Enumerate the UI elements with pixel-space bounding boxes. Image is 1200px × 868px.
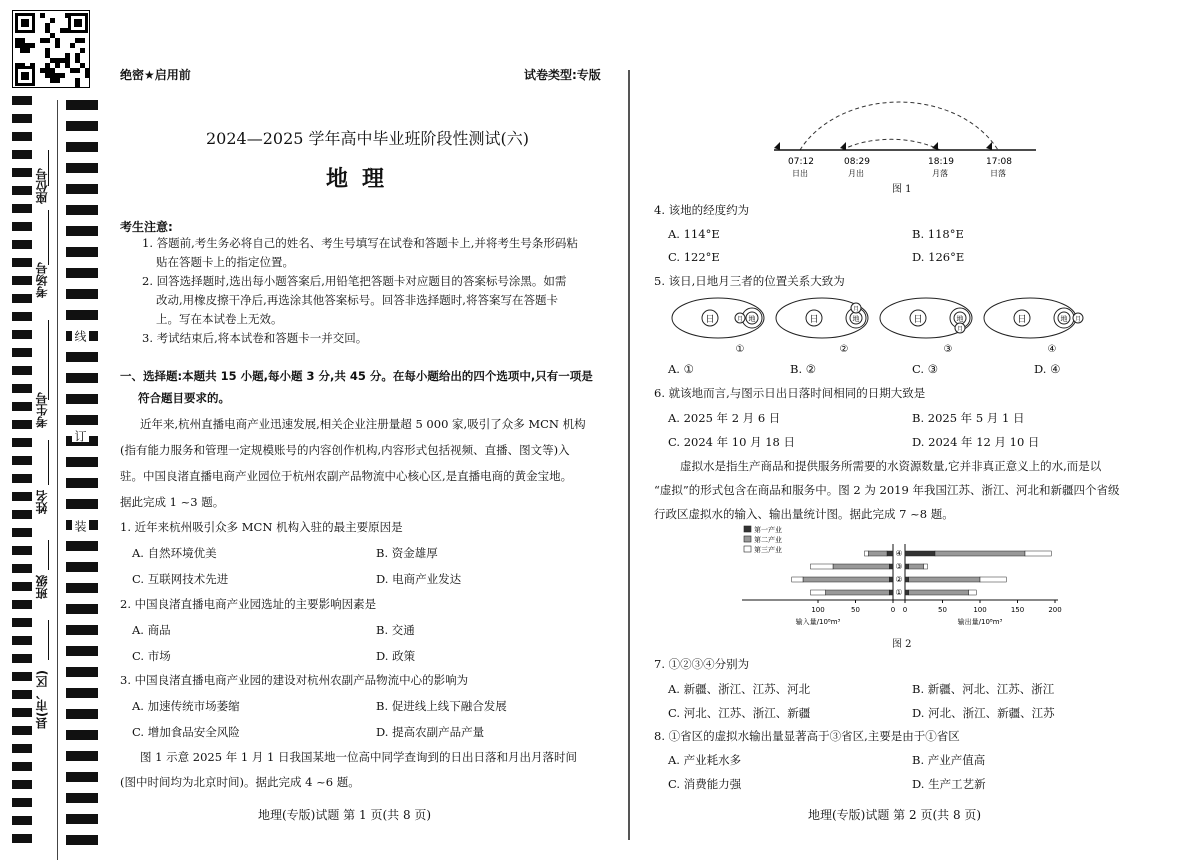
q8-option-a[interactable]: A. 产业耗水多 bbox=[668, 753, 742, 767]
qr-module bbox=[40, 13, 45, 18]
barcode-stripe bbox=[66, 835, 98, 845]
passage1-line3: 驻。中国良渚直播电商产业园位于杭州农副产品物流中心核心区,是直播电商的黄金宝地。 bbox=[120, 469, 573, 483]
paper-type-label: 试卷类型:专版 bbox=[524, 68, 601, 82]
qr-module bbox=[30, 63, 35, 68]
barcode-stripe bbox=[12, 402, 32, 411]
qr-module bbox=[85, 73, 90, 78]
barcode-stripe bbox=[66, 688, 98, 698]
output-tick-label: 50 bbox=[938, 606, 947, 614]
q3-option-d[interactable]: D. 提高农副产品产量 bbox=[376, 725, 485, 739]
q3-option-b[interactable]: B. 促进线上线下融合发展 bbox=[376, 699, 507, 713]
diagram-number: ② bbox=[839, 344, 849, 355]
q8-option-d[interactable]: D. 生产工艺新 bbox=[912, 777, 986, 791]
passage3-line2: “虚拟”的形式包含在商品和服务中。图 2 为 2019 年我国江苏、浙江、河北和新疆四个省级 bbox=[654, 483, 1120, 497]
passage1-line2: (指有能力服务和管理一定规模账号的内容创作机构,内容形式包括视频、直播、图文等)入 bbox=[120, 443, 570, 457]
barcode-stripe bbox=[66, 394, 98, 404]
barcode-stripe bbox=[12, 240, 32, 249]
barcode-stripe bbox=[66, 289, 98, 299]
barcode-stripe bbox=[66, 814, 98, 824]
input-bar bbox=[803, 577, 889, 582]
page-divider bbox=[628, 70, 630, 840]
q7-stem: 7. ①②③④分别为 bbox=[654, 657, 750, 671]
q1-option-c[interactable]: C. 互联网技术先进 bbox=[132, 572, 229, 586]
output-bar bbox=[905, 551, 935, 556]
moonrise-marker-icon bbox=[840, 142, 846, 150]
barcode-stripe bbox=[12, 816, 32, 825]
moonset-time: 18:19 bbox=[928, 157, 954, 167]
input-axis-label: 输入量/10⁸m³ bbox=[795, 618, 841, 626]
q1-option-b[interactable]: B. 资金雄厚 bbox=[376, 546, 438, 560]
barcode-stripe bbox=[12, 312, 32, 321]
barcode-stripe bbox=[66, 793, 98, 803]
passage2-line1: 图 1 示意 2025 年 1 月 1 日我国某地一位高中同学查询到的日出日落和月出月落时间 bbox=[140, 750, 577, 764]
q7-option-a[interactable]: A. 新疆、浙江、江苏、河北 bbox=[668, 682, 811, 696]
barcode-stripe bbox=[66, 478, 98, 488]
moon-label: 月 bbox=[736, 316, 744, 323]
q5-option-d[interactable]: D. ④ bbox=[1034, 362, 1061, 376]
barcode-stripe bbox=[66, 121, 98, 131]
earth-label: 地 bbox=[748, 315, 756, 323]
barcode-stripe bbox=[66, 226, 98, 236]
output-bar bbox=[969, 590, 977, 595]
q1-option-d[interactable]: D. 电商产业发达 bbox=[376, 572, 462, 586]
q8-option-b[interactable]: B. 产业产值高 bbox=[912, 753, 986, 767]
qr-module bbox=[70, 43, 75, 48]
input-bar bbox=[887, 551, 893, 556]
earth-label: 地 bbox=[1060, 315, 1068, 323]
barcode-stripe bbox=[12, 366, 32, 375]
qr-module bbox=[21, 19, 29, 27]
diagram-number: ① bbox=[735, 344, 745, 355]
figure1-caption: 图 1 bbox=[892, 184, 912, 195]
barcode-stripe bbox=[12, 186, 32, 195]
notice-2c: 上。写在本试卷上无效。 bbox=[156, 312, 283, 326]
barcode-stripes-left bbox=[12, 96, 32, 858]
legend-swatch bbox=[744, 526, 751, 532]
earth-label: 地 bbox=[852, 315, 860, 323]
sun-label: 日 bbox=[705, 315, 715, 325]
barcode-stripe bbox=[12, 762, 32, 771]
q4-option-a[interactable]: A. 114°E bbox=[668, 227, 720, 241]
notice-1b: 贴在答题卡上的指定位置。 bbox=[156, 255, 294, 269]
field-line bbox=[48, 540, 49, 570]
q6-stem: 6. 就该地而言,与图示日出日落时间相同的日期大致是 bbox=[654, 386, 926, 400]
section1-heading-cont: 符合题目要求的。 bbox=[138, 391, 230, 405]
class-label: 班级 bbox=[35, 575, 49, 599]
legend-swatch bbox=[744, 546, 751, 552]
input-tick-label: 100 bbox=[811, 606, 825, 614]
barcode-stripe bbox=[12, 510, 32, 519]
output-tick-label: 150 bbox=[1010, 606, 1025, 614]
q4-stem: 4. 该地的经度约为 bbox=[654, 203, 750, 217]
output-bar bbox=[924, 564, 928, 569]
category-label: ③ bbox=[895, 562, 903, 571]
qr-module bbox=[20, 63, 25, 68]
q4-option-d[interactable]: D. 126°E bbox=[912, 250, 965, 264]
q5-orbit-diagrams bbox=[668, 294, 1128, 356]
barcode-stripe bbox=[12, 420, 32, 429]
q3-option-a[interactable]: A. 加速传统市场萎缩 bbox=[132, 699, 240, 713]
qr-module bbox=[75, 83, 80, 88]
cut-mark-bind: 装 bbox=[73, 520, 87, 532]
barcode-stripe bbox=[12, 456, 32, 465]
category-label: ④ bbox=[895, 549, 903, 558]
barcode-stripe bbox=[12, 600, 32, 609]
page2-footer: 地理(专版)试题 第 2 页(共 8 页) bbox=[808, 808, 982, 822]
output-tick-label: 100 bbox=[973, 606, 987, 614]
barcode-stripe bbox=[12, 636, 32, 645]
legend-label: 第一产业 bbox=[754, 526, 782, 534]
barcode-stripe bbox=[12, 546, 32, 555]
qr-module bbox=[50, 18, 55, 23]
barcode-stripe bbox=[12, 474, 32, 483]
barcode-stripe bbox=[12, 708, 32, 717]
barcode-stripe bbox=[66, 247, 98, 257]
barcode-stripe bbox=[12, 690, 32, 699]
passage3-line1: 虚拟水是指生产商品和提供服务所需要的水资源数量,它并非真正意义上的水,而是以 bbox=[680, 459, 1102, 473]
barcode-stripe bbox=[12, 438, 32, 447]
legend-swatch bbox=[744, 536, 751, 542]
qr-code-icon bbox=[12, 10, 90, 88]
diagram-number: ④ bbox=[1047, 344, 1057, 355]
barcode-stripe bbox=[66, 709, 98, 719]
qr-module bbox=[74, 19, 82, 27]
barcode-stripe bbox=[12, 276, 32, 285]
sunrise-label: 日出 bbox=[792, 169, 808, 178]
input-bar bbox=[889, 577, 893, 582]
field-line bbox=[48, 620, 49, 660]
secret-label: 绝密★启用前 bbox=[120, 68, 191, 82]
q6-option-a[interactable]: A. 2025 年 2 月 6 日 bbox=[668, 411, 781, 425]
category-label: ① bbox=[895, 588, 903, 597]
qr-module bbox=[55, 78, 60, 83]
input-bar bbox=[811, 564, 834, 569]
barcode-stripe bbox=[12, 798, 32, 807]
barcode-stripe bbox=[12, 150, 32, 159]
sunset-time: 17:08 bbox=[986, 157, 1012, 167]
barcode-stripe bbox=[66, 751, 98, 761]
sunrise-marker-icon bbox=[774, 142, 780, 150]
barcode-stripe bbox=[66, 772, 98, 782]
qr-module bbox=[65, 13, 70, 18]
figure2-caption: 图 2 bbox=[892, 639, 912, 650]
input-bar bbox=[865, 551, 869, 556]
county-label: 县(市、区) bbox=[35, 670, 49, 729]
legend-label: 第三产业 bbox=[754, 546, 782, 554]
barcode-stripe bbox=[66, 352, 98, 362]
barcode-stripe bbox=[12, 258, 32, 267]
category-label: ② bbox=[895, 575, 903, 584]
sun-label: 日 bbox=[913, 315, 923, 325]
qr-module bbox=[80, 48, 85, 53]
barcode-stripe bbox=[12, 96, 32, 105]
output-bar bbox=[905, 590, 909, 595]
q2-stem: 2. 中国良渚直播电商产业园选址的主要影响因素是 bbox=[120, 597, 377, 611]
diagram-number: ③ bbox=[943, 344, 953, 355]
barcode-stripe bbox=[66, 730, 98, 740]
page1-footer: 地理(专版)试题 第 1 页(共 8 页) bbox=[258, 808, 432, 822]
notice-1a: 1. 答题前,考生务必将自己的姓名、考生号填写在试卷和答题卡上,并将考生号条形码粘 bbox=[142, 236, 578, 250]
barcode-stripe bbox=[66, 562, 98, 572]
q2-option-a[interactable]: A. 商品 bbox=[132, 623, 171, 637]
barcode-stripe bbox=[12, 672, 32, 681]
barcode-stripe bbox=[66, 205, 98, 215]
barcode-stripe bbox=[66, 100, 98, 110]
notice-2b: 改动,用橡皮擦干净后,再选涂其他答案标号。回答非选择题时,将答案写在答题卡 bbox=[156, 293, 558, 307]
qr-module bbox=[75, 68, 80, 73]
output-bar bbox=[980, 577, 1006, 582]
output-tick-label: 200 bbox=[1048, 606, 1062, 614]
barcode-stripe bbox=[12, 744, 32, 753]
barcode-stripe bbox=[66, 310, 98, 320]
sunset-marker-icon bbox=[986, 142, 992, 150]
barcode-stripe bbox=[66, 142, 98, 152]
q5-option-c[interactable]: C. ③ bbox=[912, 362, 939, 376]
input-tick-label: 0 bbox=[890, 606, 896, 614]
q6-option-c[interactable]: C. 2024 年 10 月 18 日 bbox=[668, 435, 796, 449]
qr-module bbox=[60, 73, 65, 78]
barcode-stripe bbox=[12, 330, 32, 339]
passage2-line2: (图中时间均为北京时间)。据此完成 4 ~6 题。 bbox=[120, 775, 360, 789]
barcode-stripe bbox=[12, 492, 32, 501]
barcode-stripe bbox=[12, 654, 32, 663]
sun-label: 日 bbox=[1017, 315, 1027, 325]
barcode-stripe bbox=[12, 294, 32, 303]
q5-option-a[interactable]: A. ① bbox=[668, 362, 694, 376]
barcode-stripe bbox=[66, 457, 98, 467]
cut-mark-staple: 订 bbox=[73, 430, 87, 442]
output-bar bbox=[909, 577, 980, 582]
barcode-stripe bbox=[66, 415, 98, 425]
notice-title: 考生注意: bbox=[120, 220, 173, 234]
barcode-stripe bbox=[66, 163, 98, 173]
moon-label: 月 bbox=[852, 306, 860, 313]
input-bar bbox=[792, 577, 803, 582]
sunset-label: 日落 bbox=[990, 169, 1006, 178]
barcode-stripe bbox=[66, 583, 98, 593]
barcode-stripe bbox=[66, 646, 98, 656]
input-tick-label: 50 bbox=[851, 606, 860, 614]
input-bar bbox=[833, 564, 889, 569]
passage1-line4: 据此完成 1 ~3 题。 bbox=[120, 495, 225, 509]
barcode-stripe bbox=[12, 348, 32, 357]
input-bar bbox=[868, 551, 887, 556]
qr-module bbox=[21, 72, 29, 80]
barcode-stripe bbox=[12, 618, 32, 627]
binding-line bbox=[57, 100, 58, 860]
barcode-stripe bbox=[12, 168, 32, 177]
q2-option-d[interactable]: D. 政策 bbox=[376, 649, 416, 663]
input-bar bbox=[889, 564, 893, 569]
q7-option-d[interactable]: D. 河北、浙江、新疆、江苏 bbox=[912, 706, 1055, 720]
barcode-stripe bbox=[12, 222, 32, 231]
q5-option-b[interactable]: B. ② bbox=[790, 362, 817, 376]
q6-option-b[interactable]: B. 2025 年 5 月 1 日 bbox=[912, 411, 1025, 425]
notice-2a: 2. 回答选择题时,选出每小题答案后,用铅笔把答题卡对应题目的答案标号涂黑。如需 bbox=[142, 274, 567, 288]
q3-stem: 3. 中国良渚直播电商产业园的建设对杭州农副产品物流中心的影响为 bbox=[120, 673, 469, 687]
seat-number-label: 座位号 bbox=[35, 168, 49, 204]
earth-label: 地 bbox=[956, 315, 964, 323]
barcode-stripe bbox=[66, 667, 98, 677]
output-bar bbox=[905, 564, 909, 569]
moon-arc bbox=[842, 139, 940, 150]
passage1-line1: 近年来,杭州直播电商产业迅速发展,相关企业注册量超 5 000 家,吸引了众多 MCN 机构 bbox=[140, 417, 586, 431]
qr-module bbox=[55, 43, 60, 48]
barcode-stripe bbox=[12, 780, 32, 789]
q8-option-c[interactable]: C. 消费能力强 bbox=[668, 777, 742, 791]
barcode-stripe bbox=[12, 726, 32, 735]
student-number-label: 考生号 bbox=[35, 392, 49, 428]
q2-option-c[interactable]: C. 市场 bbox=[132, 649, 171, 663]
sunrise-time: 07:12 bbox=[788, 157, 814, 167]
moonrise-label: 月出 bbox=[848, 169, 864, 178]
barcode-stripe bbox=[66, 625, 98, 635]
output-bar bbox=[935, 551, 1025, 556]
input-bar bbox=[889, 590, 893, 595]
barcode-stripe bbox=[66, 604, 98, 614]
barcode-stripe bbox=[12, 528, 32, 537]
q4-option-c[interactable]: C. 122°E bbox=[668, 250, 720, 264]
output-bar bbox=[905, 577, 909, 582]
barcode-stripe bbox=[66, 541, 98, 551]
output-bar bbox=[909, 564, 924, 569]
barcode-stripe bbox=[12, 204, 32, 213]
input-bar bbox=[811, 590, 826, 595]
output-bar bbox=[1025, 551, 1051, 556]
q3-option-c[interactable]: C. 增加食品安全风险 bbox=[132, 725, 240, 739]
input-bar bbox=[826, 590, 890, 595]
barcode-stripe bbox=[12, 132, 32, 141]
q1-option-a[interactable]: A. 自然环境优美 bbox=[132, 546, 217, 560]
moon-label: 月 bbox=[1074, 316, 1082, 323]
field-line bbox=[48, 320, 49, 400]
legend-label: 第二产业 bbox=[754, 536, 782, 544]
barcode-stripe bbox=[66, 184, 98, 194]
output-axis-label: 输出量/10⁸m³ bbox=[957, 618, 1003, 626]
qr-module bbox=[65, 28, 70, 33]
field-line bbox=[48, 440, 49, 485]
q2-option-b[interactable]: B. 交通 bbox=[376, 623, 415, 637]
barcode-stripe bbox=[66, 268, 98, 278]
subject-title: 地理 bbox=[326, 167, 399, 192]
q4-option-b[interactable]: B. 118°E bbox=[912, 227, 964, 241]
barcode-stripe bbox=[66, 499, 98, 509]
exam-title: 2024—2025 学年高中毕业班阶段性测试(六) bbox=[206, 129, 530, 148]
barcode-stripes-right bbox=[66, 100, 98, 858]
q8-stem: 8. ①省区的虚拟水输出量显著高于③省区,主要是由于①省区 bbox=[654, 729, 960, 743]
field-line bbox=[48, 210, 49, 265]
q7-option-c[interactable]: C. 河北、江苏、浙江、新疆 bbox=[668, 706, 811, 720]
qr-module bbox=[80, 38, 85, 43]
exam-room-label: 考场号 bbox=[35, 262, 49, 298]
qr-module bbox=[45, 38, 50, 43]
output-tick-label: 0 bbox=[902, 606, 908, 614]
barcode-stripe bbox=[66, 373, 98, 383]
sun-label: 日 bbox=[809, 315, 819, 325]
q5-stem: 5. 该日,日地月三者的位置关系大致为 bbox=[654, 274, 845, 288]
moonset-label: 月落 bbox=[932, 169, 948, 178]
qr-module bbox=[25, 48, 30, 53]
barcode-stripe bbox=[12, 384, 32, 393]
cut-mark-line: 线 bbox=[73, 330, 87, 342]
q1-stem: 1. 近年来杭州吸引众多 MCN 机构入驻的最主要原因是 bbox=[120, 520, 403, 534]
sun-arc bbox=[800, 102, 998, 150]
q6-option-d[interactable]: D. 2024 年 12 月 10 日 bbox=[912, 435, 1040, 449]
section1-heading: 一、选择题:本题共 15 小题,每小题 3 分,共 45 分。在每小题给出的四个选项中,只有一项是 bbox=[120, 369, 593, 383]
moon-label: 月 bbox=[956, 326, 964, 333]
q7-option-b[interactable]: B. 新疆、河北、江苏、浙江 bbox=[912, 682, 1055, 696]
passage3-line3: 行政区虚拟水的输入、输出量统计图。据此完成 7 ~8 题。 bbox=[654, 507, 954, 521]
barcode-stripe bbox=[12, 582, 32, 591]
figure2-virtual-water-chart bbox=[740, 522, 1060, 632]
name-label: 姓名 bbox=[35, 490, 49, 514]
moonrise-time: 08:29 bbox=[844, 157, 870, 167]
moonset-marker-icon bbox=[932, 142, 938, 150]
barcode-stripe bbox=[12, 834, 32, 843]
binding-strip bbox=[0, 0, 98, 868]
figure1-sun-moon-times bbox=[760, 60, 1050, 195]
qr-module bbox=[30, 43, 35, 48]
barcode-stripe bbox=[12, 114, 32, 123]
notice-3: 3. 考试结束后,将本试卷和答题卡一并交回。 bbox=[142, 331, 368, 345]
qr-module bbox=[55, 63, 60, 68]
output-bar bbox=[909, 590, 969, 595]
barcode-stripe bbox=[12, 564, 32, 573]
